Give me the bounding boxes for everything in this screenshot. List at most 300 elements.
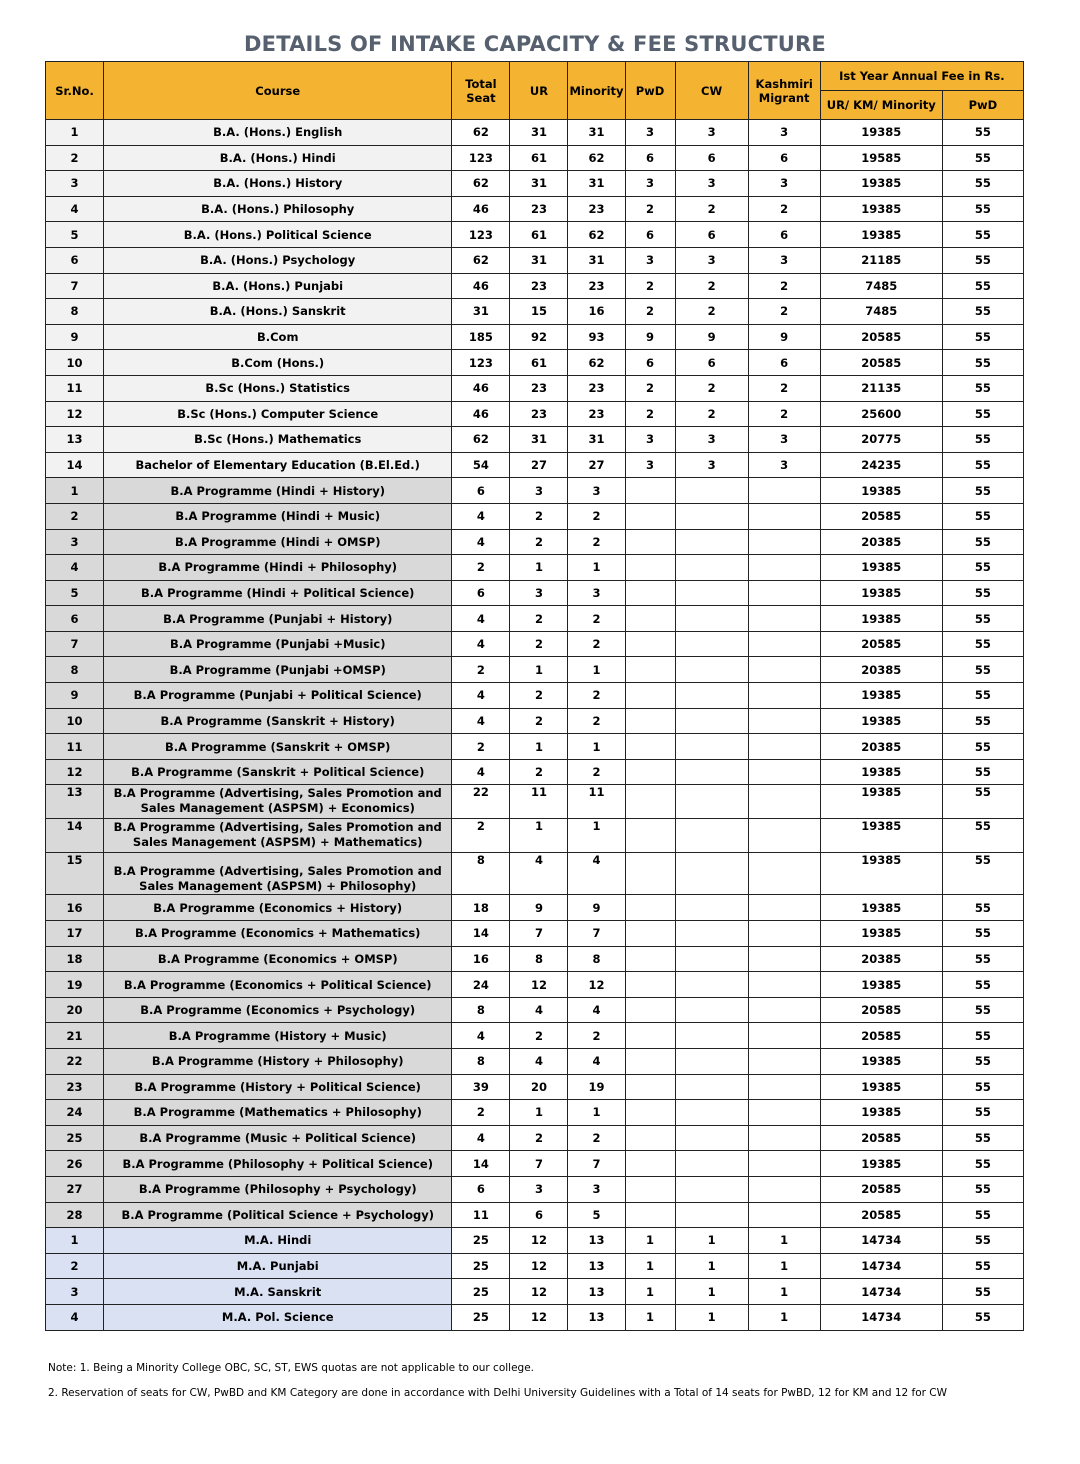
cell-ur: 1 (510, 819, 568, 853)
cell-pwd (625, 997, 675, 1023)
cell-pwd (625, 819, 675, 853)
cell-cw (675, 853, 748, 895)
cell-fee-ur-km-minority: 19385 (820, 222, 942, 248)
cell-sr-no: 18 (46, 946, 104, 972)
cell-minority: 62 (568, 222, 625, 248)
cell-pwd (625, 555, 675, 581)
table-row (46, 375, 1024, 401)
cell-minority: 3 (568, 580, 625, 606)
cell-fee-ur-km-minority: 19385 (820, 683, 942, 709)
cell-kashmiri-migrant (748, 1074, 820, 1100)
cell-pwd (625, 972, 675, 998)
cell-total-seat: 2 (452, 657, 510, 683)
cell-cw: 1 (675, 1279, 748, 1305)
table-row (46, 427, 1024, 453)
cell-pwd: 2 (625, 299, 675, 325)
cell-fee-ur-km-minority: 20585 (820, 631, 942, 657)
cell-sr-no: 9 (46, 324, 104, 350)
cell-cw (675, 997, 748, 1023)
cell-course: B.A. (Hons.) History (104, 171, 452, 197)
cell-pwd: 1 (625, 1304, 675, 1330)
cell-cw: 3 (675, 427, 748, 453)
cell-sr-no: 3 (46, 529, 104, 555)
table-row (46, 350, 1024, 376)
cell-fee-pwd: 55 (942, 503, 1023, 529)
cell-fee-pwd: 55 (942, 247, 1023, 273)
cell-cw (675, 1049, 748, 1075)
table-row (46, 1202, 1024, 1228)
cell-total-seat: 2 (452, 1100, 510, 1126)
cell-course: M.A. Sanskrit (104, 1279, 452, 1305)
table-row (46, 1023, 1024, 1049)
cell-minority: 2 (568, 759, 625, 785)
cell-pwd (625, 921, 675, 947)
cell-fee-pwd: 55 (942, 1049, 1023, 1075)
cell-minority: 16 (568, 299, 625, 325)
cell-fee-ur-km-minority: 20585 (820, 350, 942, 376)
cell-cw (675, 1074, 748, 1100)
cell-total-seat: 54 (452, 452, 510, 478)
cell-total-seat: 46 (452, 375, 510, 401)
cell-cw: 1 (675, 1228, 748, 1254)
cell-cw (675, 785, 748, 819)
cell-ur: 1 (510, 1100, 568, 1126)
cell-kashmiri-migrant (748, 708, 820, 734)
cell-sr-no: 13 (46, 427, 104, 453)
cell-course: B.A. (Hons.) Sanskrit (104, 299, 452, 325)
cell-cw: 3 (675, 120, 748, 146)
table-row (46, 631, 1024, 657)
cell-cw (675, 972, 748, 998)
intake-fee-table (45, 61, 1024, 1331)
cell-total-seat: 2 (452, 734, 510, 760)
cell-course: M.A. Pol. Science (104, 1304, 452, 1330)
table-row (46, 997, 1024, 1023)
cell-minority: 23 (568, 196, 625, 222)
cell-minority: 2 (568, 1125, 625, 1151)
cell-minority: 3 (568, 478, 625, 504)
cell-sr-no: 1 (46, 1228, 104, 1254)
table-row (46, 171, 1024, 197)
cell-fee-ur-km-minority: 21185 (820, 247, 942, 273)
cell-pwd (625, 1151, 675, 1177)
table-row (46, 273, 1024, 299)
cell-minority: 23 (568, 401, 625, 427)
cell-ur: 3 (510, 1176, 568, 1202)
cell-course: B.Sc (Hons.) Computer Science (104, 401, 452, 427)
cell-fee-pwd: 55 (942, 452, 1023, 478)
cell-sr-no: 21 (46, 1023, 104, 1049)
cell-pwd (625, 785, 675, 819)
cell-course: B.A Programme (Economics + Psychology) (104, 997, 452, 1023)
cell-total-seat: 4 (452, 759, 510, 785)
table-row (46, 1049, 1024, 1075)
cell-minority: 2 (568, 529, 625, 555)
cell-cw (675, 1125, 748, 1151)
cell-minority: 31 (568, 120, 625, 146)
cell-fee-pwd: 55 (942, 120, 1023, 146)
cell-ur: 4 (510, 1049, 568, 1075)
cell-pwd: 2 (625, 401, 675, 427)
cell-fee-ur-km-minority: 20385 (820, 529, 942, 555)
cell-fee-pwd: 55 (942, 972, 1023, 998)
cell-fee-pwd: 55 (942, 819, 1023, 853)
cell-fee-pwd: 55 (942, 1253, 1023, 1279)
cell-pwd: 1 (625, 1279, 675, 1305)
cell-pwd: 1 (625, 1228, 675, 1254)
cell-fee-ur-km-minority: 19385 (820, 921, 942, 947)
header-course: Course (104, 62, 452, 120)
cell-fee-pwd: 55 (942, 580, 1023, 606)
cell-sr-no: 2 (46, 503, 104, 529)
cell-course: B.A Programme (Punjabi +OMSP) (104, 657, 452, 683)
cell-pwd (625, 1074, 675, 1100)
cell-fee-pwd: 55 (942, 145, 1023, 171)
cell-sr-no: 11 (46, 734, 104, 760)
cell-course: M.A. Hindi (104, 1228, 452, 1254)
cell-ur: 4 (510, 853, 568, 895)
cell-total-seat: 6 (452, 580, 510, 606)
cell-cw (675, 529, 748, 555)
cell-ur: 4 (510, 997, 568, 1023)
table-row (46, 1279, 1024, 1305)
cell-ur: 23 (510, 273, 568, 299)
cell-cw (675, 606, 748, 632)
cell-kashmiri-migrant (748, 1023, 820, 1049)
cell-fee-ur-km-minority: 20585 (820, 503, 942, 529)
cell-pwd: 2 (625, 196, 675, 222)
cell-cw: 2 (675, 299, 748, 325)
cell-total-seat: 6 (452, 478, 510, 504)
cell-cw (675, 631, 748, 657)
cell-fee-ur-km-minority: 19385 (820, 606, 942, 632)
header-pwd: PwD (625, 62, 675, 120)
table-row (46, 759, 1024, 785)
cell-sr-no: 3 (46, 171, 104, 197)
cell-kashmiri-migrant: 2 (748, 196, 820, 222)
cell-fee-ur-km-minority: 20385 (820, 946, 942, 972)
cell-fee-ur-km-minority: 19385 (820, 853, 942, 895)
cell-total-seat: 11 (452, 1202, 510, 1228)
cell-fee-ur-km-minority: 20385 (820, 734, 942, 760)
table-row (46, 324, 1024, 350)
cell-cw (675, 759, 748, 785)
cell-sr-no: 16 (46, 895, 104, 921)
cell-fee-pwd: 55 (942, 324, 1023, 350)
cell-fee-pwd: 55 (942, 606, 1023, 632)
cell-cw: 2 (675, 375, 748, 401)
cell-sr-no: 27 (46, 1176, 104, 1202)
cell-sr-no: 7 (46, 273, 104, 299)
cell-ur: 2 (510, 529, 568, 555)
cell-fee-ur-km-minority: 20585 (820, 1023, 942, 1049)
cell-kashmiri-migrant (748, 1202, 820, 1228)
cell-minority: 93 (568, 324, 625, 350)
cell-pwd: 3 (625, 120, 675, 146)
cell-minority: 2 (568, 631, 625, 657)
cell-course: B.A Programme (Punjabi + Political Science) (104, 683, 452, 709)
cell-total-seat: 24 (452, 972, 510, 998)
table-row (46, 657, 1024, 683)
note-1: Note: 1. Being a Minority College OBC, SC, ST, EWS quotas are not applicable to our college. (48, 1362, 535, 1374)
cell-total-seat: 8 (452, 1049, 510, 1075)
table-row (46, 1125, 1024, 1151)
cell-ur: 2 (510, 759, 568, 785)
cell-kashmiri-migrant: 6 (748, 350, 820, 376)
table-row (46, 1151, 1024, 1177)
cell-sr-no: 10 (46, 350, 104, 376)
table-row (46, 785, 1024, 819)
cell-fee-pwd: 55 (942, 631, 1023, 657)
cell-course: B.A Programme (Music + Political Science) (104, 1125, 452, 1151)
cell-sr-no: 11 (46, 375, 104, 401)
cell-kashmiri-migrant: 3 (748, 427, 820, 453)
cell-fee-ur-km-minority: 19385 (820, 555, 942, 581)
cell-cw: 9 (675, 324, 748, 350)
cell-fee-pwd: 55 (942, 555, 1023, 581)
cell-ur: 20 (510, 1074, 568, 1100)
cell-fee-pwd: 55 (942, 375, 1023, 401)
cell-cw: 6 (675, 350, 748, 376)
cell-cw: 2 (675, 273, 748, 299)
cell-sr-no: 7 (46, 631, 104, 657)
cell-course: Bachelor of Elementary Education (B.El.Ed.) (104, 452, 452, 478)
cell-total-seat: 16 (452, 946, 510, 972)
cell-ur: 61 (510, 222, 568, 248)
cell-cw (675, 1100, 748, 1126)
cell-ur: 12 (510, 972, 568, 998)
cell-fee-ur-km-minority: 20585 (820, 997, 942, 1023)
notes (48, 1362, 1048, 1412)
cell-course: B.A Programme (History + Philosophy) (104, 1049, 452, 1075)
cell-total-seat: 14 (452, 921, 510, 947)
cell-sr-no: 9 (46, 683, 104, 709)
cell-minority: 62 (568, 350, 625, 376)
cell-kashmiri-migrant (748, 1100, 820, 1126)
cell-fee-ur-km-minority: 7485 (820, 299, 942, 325)
note-2: 2. Reservation of seats for CW, PwBD and KM Category are done in accordance with Delhi University Guidelines with a Total of 14 seats for PwBD, 12 for KM and 12 for CW (48, 1387, 948, 1399)
cell-ur: 2 (510, 1125, 568, 1151)
cell-fee-pwd: 55 (942, 427, 1023, 453)
cell-total-seat: 14 (452, 1151, 510, 1177)
cell-total-seat: 6 (452, 1176, 510, 1202)
cell-pwd (625, 1202, 675, 1228)
cell-cw (675, 1023, 748, 1049)
cell-ur: 31 (510, 427, 568, 453)
cell-ur: 92 (510, 324, 568, 350)
cell-kashmiri-migrant (748, 683, 820, 709)
cell-kashmiri-migrant (748, 895, 820, 921)
cell-cw (675, 921, 748, 947)
cell-total-seat: 62 (452, 171, 510, 197)
cell-course: B.A Programme (Philosophy + Political Science) (104, 1151, 452, 1177)
cell-cw: 1 (675, 1304, 748, 1330)
cell-course: B.Com (Hons.) (104, 350, 452, 376)
cell-pwd: 2 (625, 375, 675, 401)
table-row (46, 683, 1024, 709)
page-title: DETAILS OF INTAKE CAPACITY & FEE STRUCTURE (244, 32, 826, 56)
cell-course: B.A Programme (Hindi + Music) (104, 503, 452, 529)
cell-cw (675, 1202, 748, 1228)
cell-cw (675, 734, 748, 760)
cell-minority: 1 (568, 734, 625, 760)
cell-minority: 2 (568, 606, 625, 632)
cell-course: B.A Programme (Sanskrit + History) (104, 708, 452, 734)
cell-fee-ur-km-minority: 19385 (820, 759, 942, 785)
table-row (46, 708, 1024, 734)
cell-kashmiri-migrant: 3 (748, 452, 820, 478)
table-row (46, 1176, 1024, 1202)
cell-total-seat: 25 (452, 1228, 510, 1254)
table-row (46, 972, 1024, 998)
cell-ur: 12 (510, 1279, 568, 1305)
cell-pwd: 2 (625, 273, 675, 299)
cell-sr-no: 8 (46, 657, 104, 683)
cell-course: B.A Programme (Hindi + Political Science) (104, 580, 452, 606)
cell-fee-ur-km-minority: 19385 (820, 196, 942, 222)
cell-minority: 31 (568, 171, 625, 197)
cell-cw: 2 (675, 196, 748, 222)
header-fee-group: Ist Year Annual Fee in Rs. (820, 62, 1023, 91)
cell-sr-no: 3 (46, 1279, 104, 1305)
table-row (46, 478, 1024, 504)
cell-ur: 2 (510, 708, 568, 734)
cell-ur: 2 (510, 1023, 568, 1049)
cell-cw (675, 683, 748, 709)
cell-fee-pwd: 55 (942, 785, 1023, 819)
table-row (46, 1074, 1024, 1100)
cell-total-seat: 123 (452, 145, 510, 171)
cell-course: B.A. (Hons.) Punjabi (104, 273, 452, 299)
cell-kashmiri-migrant (748, 657, 820, 683)
cell-fee-ur-km-minority: 19385 (820, 1151, 942, 1177)
cell-kashmiri-migrant: 3 (748, 247, 820, 273)
cell-kashmiri-migrant (748, 631, 820, 657)
cell-pwd: 3 (625, 427, 675, 453)
cell-sr-no: 2 (46, 145, 104, 171)
cell-ur: 23 (510, 375, 568, 401)
cell-kashmiri-migrant (748, 972, 820, 998)
cell-pwd (625, 631, 675, 657)
cell-course: B.A Programme (Hindi + Philosophy) (104, 555, 452, 581)
cell-fee-ur-km-minority: 14734 (820, 1279, 942, 1305)
cell-fee-pwd: 55 (942, 1151, 1023, 1177)
cell-course: B.A Programme (Sanskrit + Political Science) (104, 759, 452, 785)
table-row (46, 1228, 1024, 1254)
cell-pwd (625, 759, 675, 785)
cell-pwd (625, 683, 675, 709)
cell-sr-no: 1 (46, 478, 104, 504)
cell-sr-no: 10 (46, 708, 104, 734)
cell-minority: 9 (568, 895, 625, 921)
cell-ur: 7 (510, 921, 568, 947)
cell-cw (675, 657, 748, 683)
cell-total-seat: 18 (452, 895, 510, 921)
cell-total-seat: 22 (452, 785, 510, 819)
cell-minority: 1 (568, 819, 625, 853)
cell-fee-pwd: 55 (942, 853, 1023, 895)
cell-total-seat: 46 (452, 401, 510, 427)
cell-fee-ur-km-minority: 14734 (820, 1253, 942, 1279)
cell-minority: 1 (568, 1100, 625, 1126)
cell-kashmiri-migrant (748, 478, 820, 504)
cell-kashmiri-migrant (748, 819, 820, 853)
cell-fee-pwd: 55 (942, 299, 1023, 325)
cell-fee-ur-km-minority: 19385 (820, 120, 942, 146)
table-row (46, 247, 1024, 273)
cell-fee-pwd: 55 (942, 1074, 1023, 1100)
cell-ur: 31 (510, 120, 568, 146)
cell-sr-no: 6 (46, 247, 104, 273)
cell-course: B.A Programme (Economics + OMSP) (104, 946, 452, 972)
cell-sr-no: 4 (46, 555, 104, 581)
cell-cw: 3 (675, 247, 748, 273)
cell-sr-no: 25 (46, 1125, 104, 1151)
cell-fee-ur-km-minority: 19385 (820, 895, 942, 921)
table-row (46, 503, 1024, 529)
cell-course: B.A Programme (Economics + Mathematics) (104, 921, 452, 947)
cell-fee-pwd: 55 (942, 657, 1023, 683)
table-row (46, 921, 1024, 947)
cell-pwd (625, 946, 675, 972)
cell-course: B.A Programme (History + Political Science) (104, 1074, 452, 1100)
cell-cw (675, 708, 748, 734)
cell-ur: 2 (510, 631, 568, 657)
cell-ur: 2 (510, 503, 568, 529)
table-row (46, 222, 1024, 248)
cell-total-seat: 62 (452, 427, 510, 453)
cell-fee-pwd: 55 (942, 401, 1023, 427)
cell-fee-ur-km-minority: 20585 (820, 1202, 942, 1228)
cell-minority: 4 (568, 853, 625, 895)
cell-kashmiri-migrant: 6 (748, 222, 820, 248)
cell-pwd (625, 1125, 675, 1151)
cell-fee-ur-km-minority: 20585 (820, 1125, 942, 1151)
cell-ur: 7 (510, 1151, 568, 1177)
cell-total-seat: 46 (452, 273, 510, 299)
cell-fee-pwd: 55 (942, 1176, 1023, 1202)
cell-minority: 11 (568, 785, 625, 819)
cell-sr-no: 12 (46, 401, 104, 427)
cell-minority: 13 (568, 1228, 625, 1254)
header-fee-pwd: PwD (942, 91, 1023, 120)
cell-sr-no: 12 (46, 759, 104, 785)
cell-kashmiri-migrant: 9 (748, 324, 820, 350)
cell-total-seat: 4 (452, 1125, 510, 1151)
cell-kashmiri-migrant: 2 (748, 401, 820, 427)
cell-cw: 1 (675, 1253, 748, 1279)
cell-minority: 3 (568, 1176, 625, 1202)
cell-course: B.Com (104, 324, 452, 350)
cell-course: B.A Programme (Philosophy + Psychology) (104, 1176, 452, 1202)
cell-pwd: 6 (625, 350, 675, 376)
cell-fee-ur-km-minority: 19385 (820, 171, 942, 197)
cell-minority: 12 (568, 972, 625, 998)
cell-minority: 27 (568, 452, 625, 478)
table-row (46, 529, 1024, 555)
cell-kashmiri-migrant: 1 (748, 1228, 820, 1254)
cell-course: B.A Programme (Punjabi + History) (104, 606, 452, 632)
cell-fee-ur-km-minority: 19385 (820, 1100, 942, 1126)
cell-ur: 61 (510, 350, 568, 376)
cell-fee-ur-km-minority: 21135 (820, 375, 942, 401)
cell-pwd (625, 657, 675, 683)
cell-fee-pwd: 55 (942, 1100, 1023, 1126)
header-sr-no: Sr.No. (46, 62, 104, 120)
cell-fee-ur-km-minority: 19585 (820, 145, 942, 171)
cell-fee-pwd: 55 (942, 1125, 1023, 1151)
cell-pwd (625, 734, 675, 760)
